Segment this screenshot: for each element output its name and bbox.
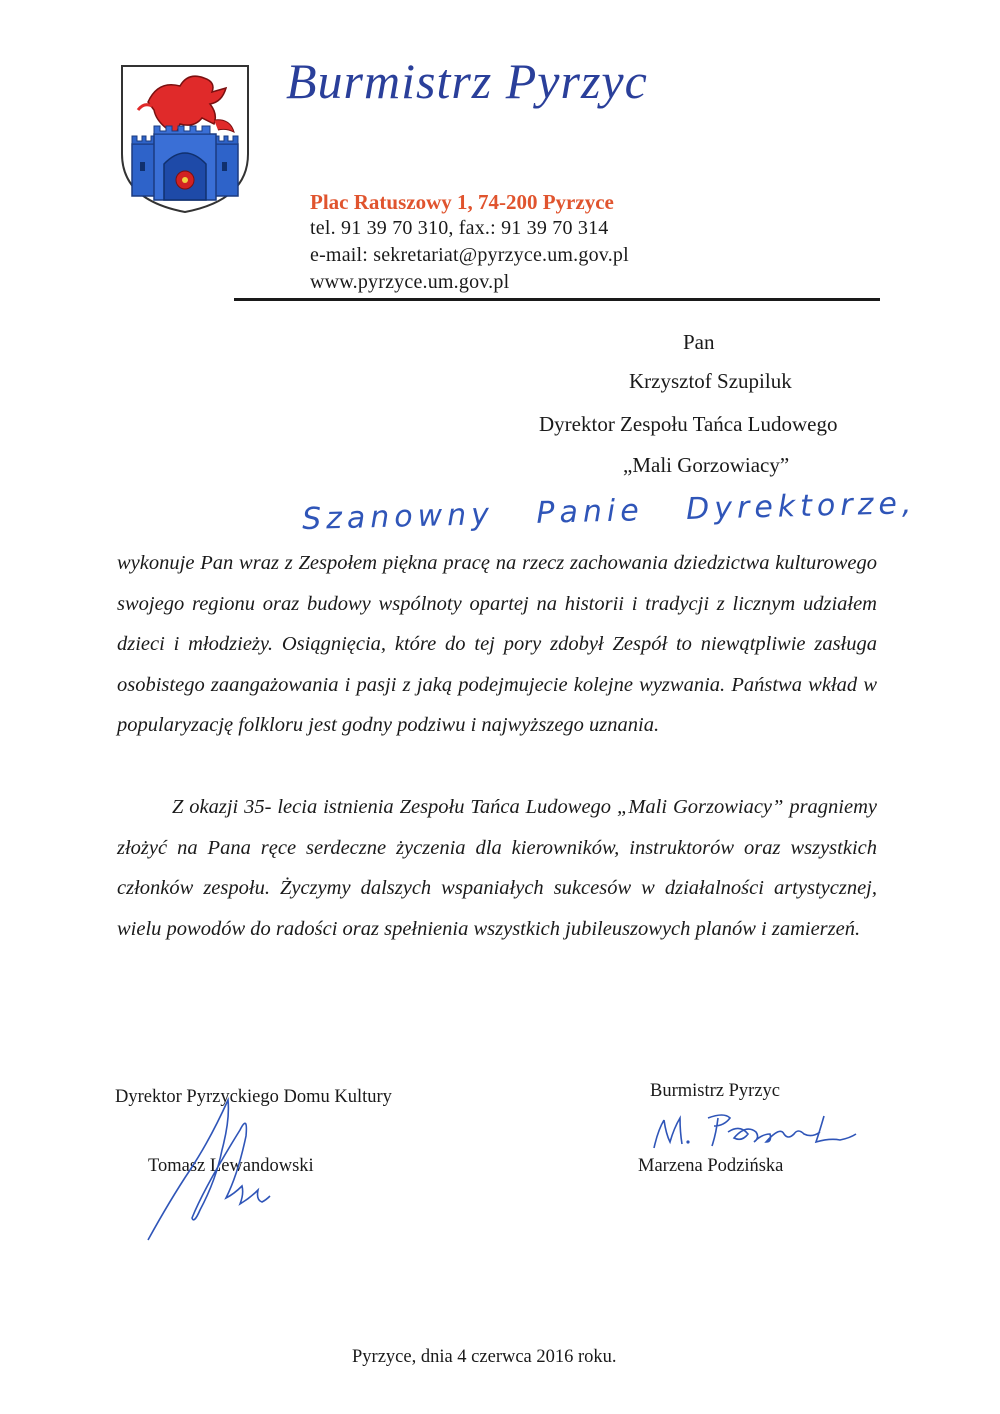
office-email: e-mail: sekretariat@pyrzyce.um.gov.pl xyxy=(310,244,629,266)
left-signatory-title: Dyrektor Pyrzyckiego Domu Kultury xyxy=(115,1087,392,1107)
office-phone: tel. 91 39 70 310, fax.: 91 39 70 314 xyxy=(310,217,609,239)
right-signatory-title: Burmistrz Pyrzyc xyxy=(650,1081,780,1101)
right-signatory-name: Marzena Podzińska xyxy=(638,1156,784,1176)
recipient-role: Dyrektor Zespołu Tańca Ludowego xyxy=(539,412,838,436)
right-handwritten-signature xyxy=(644,1104,864,1154)
office-address: Plac Ratuszowy 1, 74-200 Pyrzyce xyxy=(310,190,614,214)
recipient-salutation: Pan xyxy=(683,330,715,354)
header-divider xyxy=(234,298,880,301)
left-handwritten-signature xyxy=(130,1090,300,1250)
body-paragraph-1: wykonuje Pan wraz z Zespołem piękna pracę na rzecz zachowania dziedzictwa kulturowego swojego regionu oraz budowy wspólnoty opartej na historii i tradycji z licznym udziałem dzieci i młodzieży. Osiągnięcia, które do tej pory zdobył Zespół to niewątpliwie zasługa osobistego zaangażowania i pasji z jaką podejmujecie kolejne wyzwania. Państwa wkład w popularyzację folkloru jest godny podziwu i najwyższego uznania. xyxy=(117,552,877,736)
recipient-name: Krzysztof Szupiluk xyxy=(629,369,792,393)
office-website: www.pyrzyce.um.gov.pl xyxy=(310,271,510,293)
handwritten-greeting: Szanowny Panie Dyrektorze, xyxy=(301,485,917,538)
coat-of-arms-icon xyxy=(118,62,252,214)
left-signatory-name: Tomasz Lewandowski xyxy=(148,1156,314,1176)
letter-date: Pyrzyce, dnia 4 czerwca 2016 roku. xyxy=(352,1347,617,1367)
body-paragraph-2: Z okazji 35- lecia istnienia Zespołu Tańca Ludowego „Mali Gorzowiacy” pragniemy złożyć na Pana ręce serdeczne życzenia dla kierowników, instruktorów oraz wszystkich członków zespołu. Życzymy dalszych wspaniałych sukcesów w działalności artystycznej, wielu powodów do radości oraz spełnienia wszystkich jubileuszowych planów i zamierzeń. xyxy=(117,796,877,940)
letterhead-title: Burmistrz Pyrzyc xyxy=(286,53,648,109)
recipient-organization: „Mali Gorzowiacy” xyxy=(623,453,790,477)
